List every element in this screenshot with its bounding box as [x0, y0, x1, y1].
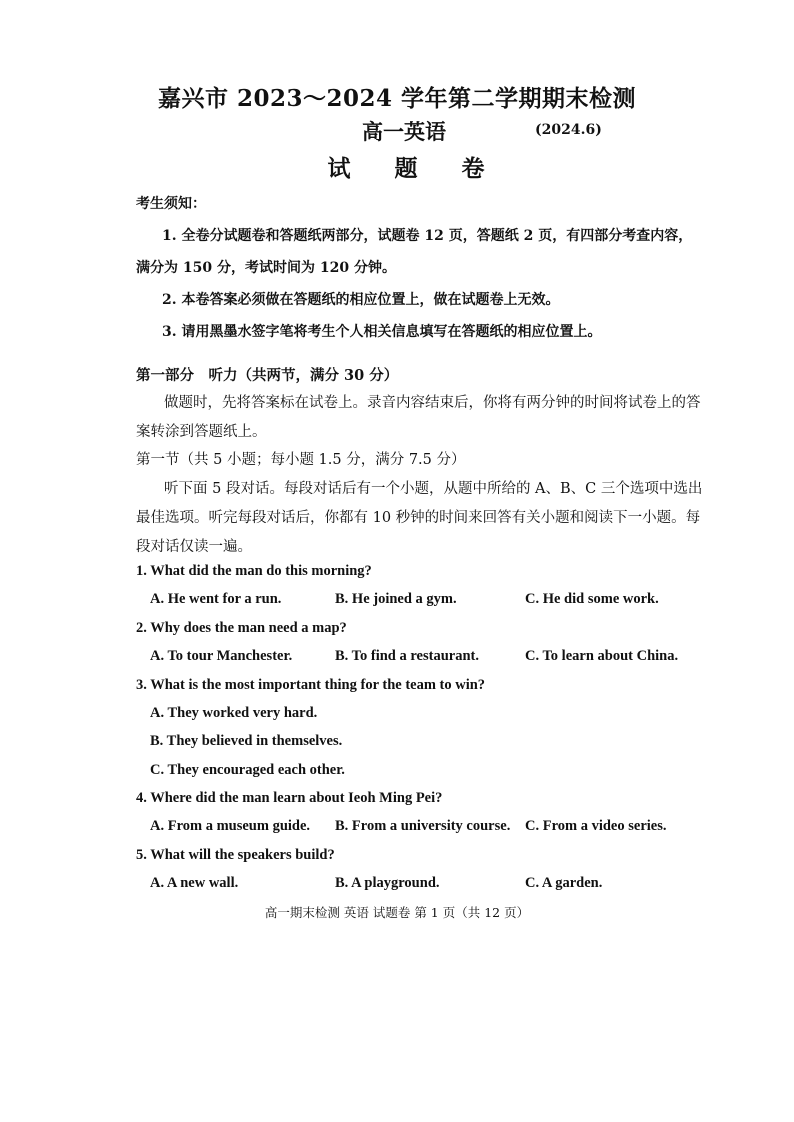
question-3-option-c: C. They encouraged each other.: [150, 762, 345, 778]
notice-item-2: 2. 本卷答案必须做在答题纸的相应位置上，做在试题卷上无效。: [162, 292, 560, 308]
notice-heading: 考生须知：: [136, 196, 206, 212]
question-4-option-a: A. From a museum guide.: [150, 818, 311, 834]
exam-subject: 高一英语: [362, 119, 446, 144]
question-4-option-b: B. From a university course.: [335, 818, 511, 834]
paper-type: 试 题 卷: [327, 155, 503, 182]
section1-instructions-line-2: 最佳选项。听完每段对话后，你都有 10 秒钟的时间来回答有关小题和阅读下一小题。每: [136, 510, 701, 526]
question-5-option-a: A. A new wall.: [150, 875, 239, 891]
question-5-option-c: C. A garden.: [525, 875, 603, 891]
question-3-option-b: B. They believed in themselves.: [150, 733, 343, 749]
section1-instructions-line-1: 听下面 5 段对话。每段对话后有一个小题，从题中所给的 A、B、C 三个选项中选出: [164, 481, 703, 497]
notice-item-3: 3. 请用黑墨水签字笔将考生个人相关信息填写在答题纸的相应位置上。: [162, 324, 602, 340]
notice-item-1-line-1: 1. 全卷分试题卷和答题纸两部分，试题卷 12 页，答题纸 2 页，有四部分考查内容，: [162, 228, 693, 244]
question-2-option-b: B. To find a restaurant.: [335, 648, 479, 664]
question-2: 2. Why does the man need a map?: [136, 620, 347, 636]
question-1: 1. What did the man do this morning?: [136, 563, 372, 579]
part1-intro-line-2: 案转涂到答题纸上。: [136, 424, 267, 440]
question-2-option-a: A. To tour Manchester.: [150, 648, 293, 664]
question-1-option-c: C. He did some work.: [525, 591, 659, 607]
question-1-option-b: B. He joined a gym.: [335, 591, 457, 607]
question-3-option-a: A. They worked very hard.: [150, 705, 318, 721]
question-2-option-c: C. To learn about China.: [525, 648, 679, 664]
question-4-option-c: C. From a video series.: [525, 818, 667, 834]
page-footer: 高一期末检测 英语 试题卷 第 1 页（共 12 页）: [264, 905, 530, 920]
section1-heading: 第一节（共 5 小题；每小题 1.5 分，满分 7.5 分）: [136, 452, 466, 468]
notice-item-1-line-2: 满分为 150 分，考试时间为 120 分钟。: [136, 260, 396, 276]
exam-title: 嘉兴市 2023～2024 学年第二学期期末检测: [157, 85, 637, 112]
part1-intro-line-1: 做题时，先将答案标在试卷上。录音内容结束后，你将有两分钟的时间将试卷上的答: [164, 395, 701, 411]
question-4: 4. Where did the man learn about Ieoh Ming Pei?: [136, 790, 443, 806]
section1-instructions-line-3: 段对话仅读一遍。: [136, 539, 252, 555]
question-5: 5. What will the speakers build?: [136, 847, 335, 863]
exam-date: (2024.6): [535, 122, 602, 138]
question-5-option-b: B. A playground.: [335, 875, 440, 891]
part1-heading: 第一部分 听力（共两节，满分 30 分）: [136, 367, 399, 384]
question-3: 3. What is the most important thing for the team to win?: [136, 677, 486, 693]
question-1-option-a: A. He went for a run.: [150, 591, 282, 607]
